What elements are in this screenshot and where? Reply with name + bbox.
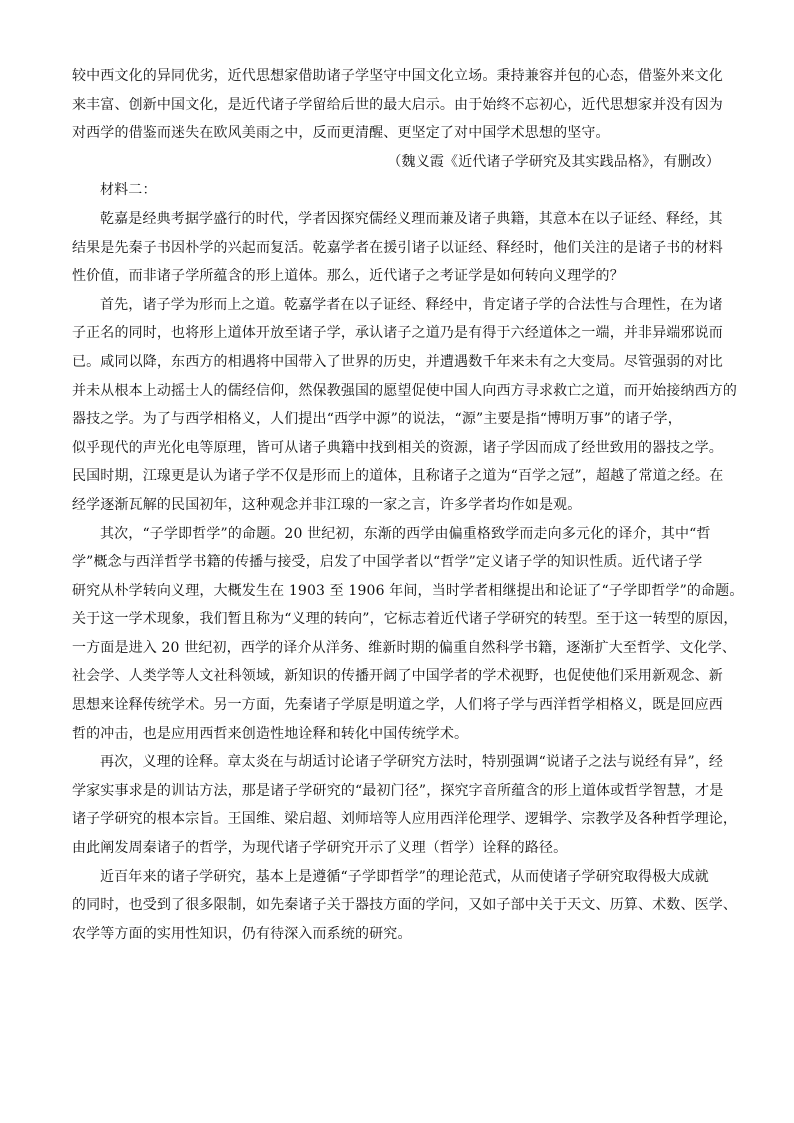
- paragraph-4: [72, 748, 738, 862]
- text-line: 已。咸同以降，东西方的相遇将中国带入了世界的历史，并遭遇数千年来未有之大变局。尽管强弱的对比: [72, 353, 723, 370]
- text-line: 首先，诸子学为形而上之道。乾嘉学者在以子证经、释经中，肯定诸子学的合法性与合理性，在为诸: [100, 296, 723, 313]
- text-line: 一方面是进入 20 世纪初，西学的译介从洋务、维新时期的偏重自然科学书籍，逐渐扩大至哲学、文化学、: [72, 639, 737, 656]
- text-line: 结果是先秦子书因朴学的兴起而复活。乾嘉学者在援引诸子以证经、释经时，他们关注的是诸子书的材料: [72, 239, 723, 256]
- text-line: 乾嘉是经典考据学盛行的时代，学者因探究儒经义理而兼及诸子典籍，其意本在以子证经、释经，其: [100, 210, 723, 227]
- text-line: 再次，义理的诠释。章太炎在与胡适讨论诸子学研究方法时，特别强调“说诸子之法与说经有异”，经: [100, 754, 724, 771]
- text-line: 并未从根本上动摇士人的儒经信仰，然保教强国的愿望促使中国人向西方寻求救亡之道，而开始接纳西方的: [72, 382, 738, 399]
- text-line: 学”概念与西洋哲学书籍的传播与接受，启发了中国学者以“哲学”定义诸子学的知识性质。近代诸子学: [72, 554, 703, 571]
- text-line: 经学逐渐瓦解的民国初年，这种观念并非江瑔的一家之言，许多学者均作如是观。: [72, 496, 582, 513]
- text-line: 社会学、人类学等人文社科领域，新知识的传播开阔了中国学者的学术视野，也促使他们采用新观念、新: [72, 668, 723, 685]
- text-line: 器技之学。为了与西学相格义，人们提出“西学中源”的说法，“源”主要是指“博明万事”的诸子学，: [72, 411, 682, 428]
- citation: （魏义霞《近代诸子学研究及其实践品格》，有删改）: [387, 153, 720, 170]
- text-line: 来丰富、创新中国文化，是近代诸子学留给后世的最大启示。由于始终不忘初心，近代思想家并没有因为: [72, 96, 723, 113]
- text-line: 近百年来的诸子学研究，基本上是遵循“子学即哲学”的理论范式，从而使诸子学研究取得极大成就: [100, 868, 709, 885]
- text-line: 关于这一学术现象，我们暂且称为“义理的转向”，它标志着近代诸子学研究的转型。至于这一转型的原因，: [72, 611, 738, 628]
- text-line: 子正名的同时，也将形上道体开放至诸子学，承认诸子之道乃是有得于六经道体之一端，并非异端邪说而: [72, 325, 723, 342]
- text-line: 较中西文化的异同优劣，近代思想家借助诸子学坚守中国文化立场。秉持兼容并包的心态，借鉴外来文化: [72, 68, 723, 84]
- text-line: 由此阐发周秦诸子的哲学，为现代诸子学研究开示了义理（哲学）诠释的路径。: [72, 840, 568, 857]
- text-line: 思想来诠释传统学术。另一方面，先秦诸子学原是明道之学，人们将子学与西洋哲学相格义，既是回应西: [72, 697, 723, 714]
- material-two-heading: 材料二：: [100, 182, 157, 199]
- text-line: 性价值，而非诸子学所蕴含的形上道体。那么，近代诸子之考证学是如何转向义理学的？: [72, 268, 624, 285]
- paragraph-3: [72, 520, 744, 749]
- text-line: 哲的冲击，也是应用西哲来创造性地诠释和转化中国传统学术。: [72, 725, 469, 742]
- paragraph-1: [72, 205, 722, 291]
- text-line: 的同时，也受到了很多限制，如先秦诸子关于器技方面的学问，又如子部中关于天文、历算、术数、医学、: [72, 897, 738, 914]
- text-line: 诸子学研究的根本宗旨。王国维、梁启超、刘师培等人应用西洋伦理学、逻辑学、宗教学及各种哲学理论，: [72, 811, 738, 828]
- text-line: 似乎现代的声光化电等原理，皆可从诸子典籍中找到相关的资源，诸子学因而成了经世致用的器技之学。: [72, 439, 723, 456]
- intro-paragraph: [72, 62, 722, 148]
- text-line: 对西学的借鉴而迷失在欧风美雨之中，反而更清醒、更坚定了对中国学术思想的坚守。: [72, 125, 610, 142]
- paragraph-5: [72, 863, 738, 949]
- document-body: [72, 62, 744, 948]
- text-line: 民国时期，江瑔更是认为诸子学不仅是形而上的道体，且称诸子之道为“百学之冠”，超越了常道之经。在: [72, 468, 724, 485]
- text-line: 研究从朴学转向义理，大概发生在 1903 至 1906 年间，当时学者相继提出和论证了“子学即哲学”的命题。: [72, 582, 744, 599]
- text-line: 学家实事求是的训诂方法，那是诸子学研究的“最初门径”，探究字音所蕴含的形上道体或哲学智慧，才是: [72, 782, 724, 799]
- text-line: 农学等方面的实用性知识，仍有待深入而系统的研究。: [72, 925, 412, 942]
- paragraph-2: [72, 291, 738, 520]
- text-line: 其次，“子学即哲学”的命题。20 世纪初，东渐的西学由偏重格致学而走向多元化的译介，其中“哲: [100, 525, 711, 542]
